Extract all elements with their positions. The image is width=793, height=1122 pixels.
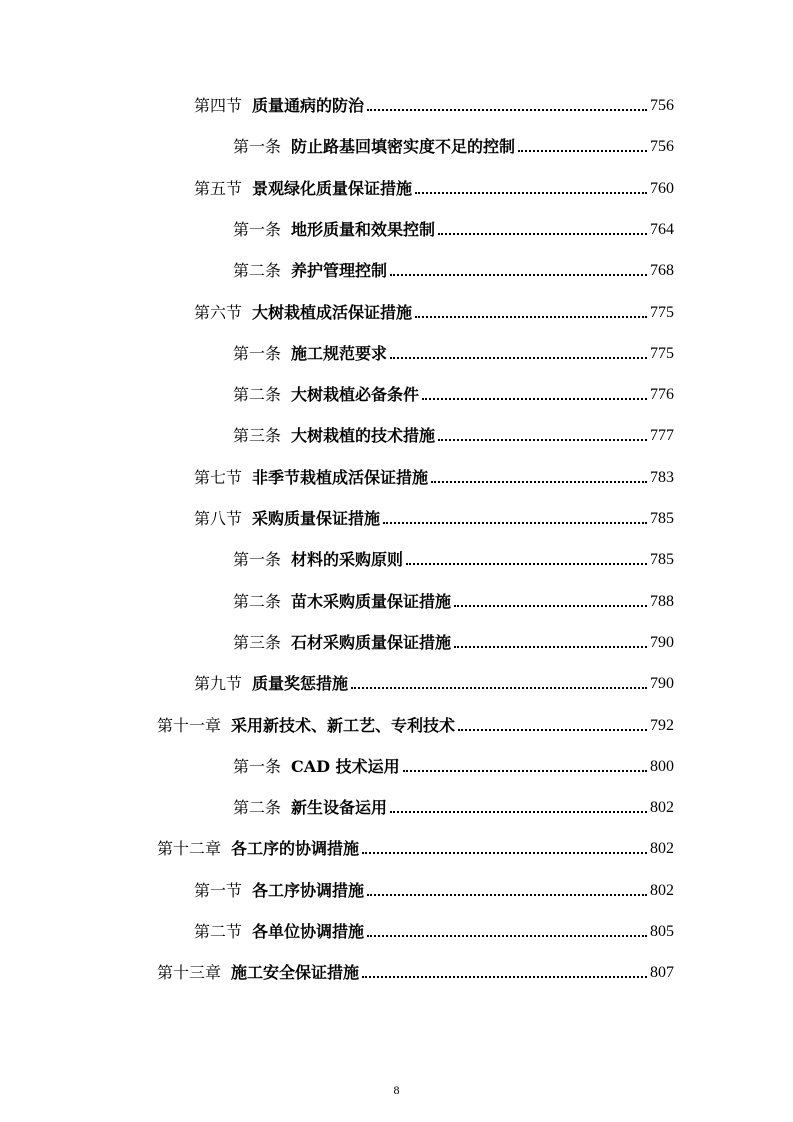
toc-entry[interactable] [233,253,674,281]
dot-leader [351,687,647,689]
entry-page: 788 [650,592,674,610]
dot-leader [367,109,647,111]
toc-entry[interactable] [233,336,674,364]
entry-number: 第七节 [194,467,243,487]
toc-entry[interactable] [233,584,674,612]
entry-number: 第一条 [233,137,282,157]
toc-entry[interactable] [233,377,674,405]
entry-page: 775 [650,303,674,321]
entry-title: 施工安全保证措施 [231,963,360,983]
dot-leader [362,852,647,854]
entry-number: 第十三章 [157,963,222,983]
page-footer-number: 8 [393,1083,400,1097]
entry-number: 第一条 [233,756,282,776]
dot-leader [390,357,647,359]
toc-entry[interactable] [157,831,674,859]
entry-title: 防止路基回填密实度不足的控制 [291,137,516,157]
toc-entry[interactable] [194,501,674,529]
entry-number: 第八节 [194,509,243,528]
entry-page: 790 [650,675,674,693]
dot-leader [454,646,647,648]
dot-leader [403,770,647,772]
dot-leader [438,233,647,235]
dot-leader [438,439,647,441]
entry-page: 768 [650,262,674,280]
entry-page: 802 [650,840,674,858]
toc-entry[interactable] [194,873,674,901]
dot-leader [458,729,647,731]
entry-page: 785 [650,551,674,569]
dot-leader [454,605,647,607]
entry-page: 756 [650,97,674,114]
entry-number: 第十二章 [157,839,222,859]
entry-page: 776 [650,386,674,404]
toc-entry[interactable] [233,625,674,653]
entry-number: 第四节 [194,96,243,115]
entry-title: 大树栽植必备条件 [291,385,420,405]
toc-entry[interactable] [157,955,674,983]
entry-number: 第一节 [194,880,243,900]
entry-page: 756 [650,138,674,156]
entry-title: 养护管理控制 [291,261,388,281]
dot-leader [362,976,647,978]
toc-entry[interactable] [194,88,674,116]
entry-number: 第五节 [194,178,243,198]
toc-entry[interactable] [194,460,674,488]
toc-entry[interactable] [157,708,674,736]
entry-number: 第二条 [233,798,282,818]
dot-leader [367,894,647,896]
entry-number: 第二条 [233,261,282,281]
entry-title: 材料的采购原则 [291,550,404,570]
entry-title: CAD 技术运用 [291,756,400,776]
entry-page: 760 [650,179,674,197]
dot-leader [367,935,647,937]
entry-page: 790 [650,633,674,651]
entry-number: 第一条 [233,550,282,570]
entry-title: 景观绿化质量保证措施 [252,178,413,198]
entry-page: 785 [650,510,674,527]
dot-leader [431,481,647,483]
entry-page: 775 [650,344,674,362]
entry-title: 大树栽植的技术措施 [291,426,436,446]
entry-number: 第二条 [233,385,282,405]
entry-title: 质量奖惩措施 [252,674,349,694]
dot-leader [390,811,647,813]
entry-page: 807 [650,964,674,982]
entry-title: 石材采购质量保证措施 [291,632,452,652]
entry-page: 802 [650,881,674,899]
entry-number: 第二节 [194,922,243,941]
dot-leader [422,398,647,400]
entry-title: 大树栽植成活保证措施 [252,302,413,322]
entry-number: 第一条 [233,219,282,239]
entry-title: 质量通病的防治 [252,96,365,115]
entry-number: 第十一章 [157,715,222,735]
entry-title: 采购质量保证措施 [252,509,381,528]
entry-number: 第六节 [194,302,243,322]
toc-entry[interactable] [194,666,674,694]
toc-entry[interactable] [233,418,674,446]
entry-title: 施工规范要求 [291,343,388,363]
dot-leader [406,563,647,565]
toc-entry[interactable] [233,749,674,777]
dot-leader [518,150,647,152]
entry-title: 各工序协调措施 [252,880,365,900]
entry-number: 第一条 [233,343,282,363]
toc-entry[interactable] [194,171,674,199]
dot-leader [383,522,647,524]
toc-entry[interactable] [233,212,674,240]
entry-number: 第九节 [194,674,243,694]
entry-page: 802 [650,799,674,817]
entry-title: 苗木采购质量保证措施 [291,591,452,611]
entry-number: 第三条 [233,632,282,652]
entry-title: 各工序的协调措施 [231,839,360,859]
entry-page: 783 [650,468,674,486]
entry-number: 第三条 [233,426,282,446]
dot-leader [415,316,647,318]
entry-page: 764 [650,220,674,238]
entry-title: 地形质量和效果控制 [291,219,436,239]
toc-entry[interactable] [233,790,674,818]
dot-leader [415,192,647,194]
toc-entry[interactable] [194,914,674,942]
entry-number: 第二条 [233,591,282,611]
dot-leader [390,274,647,276]
entry-page: 777 [650,427,674,445]
entry-title: 采用新技术、新工艺、专利技术 [231,715,456,735]
entry-page: 805 [650,923,674,940]
entry-page: 792 [650,716,674,734]
entry-title: 各单位协调措施 [252,922,365,941]
toc-entry[interactable] [194,295,674,323]
entry-title: 非季节栽植成活保证措施 [252,467,429,487]
entry-page: 800 [650,757,674,775]
toc-entry[interactable] [233,542,674,570]
entry-title: 新生设备运用 [291,798,388,818]
toc-entry[interactable] [233,129,674,157]
